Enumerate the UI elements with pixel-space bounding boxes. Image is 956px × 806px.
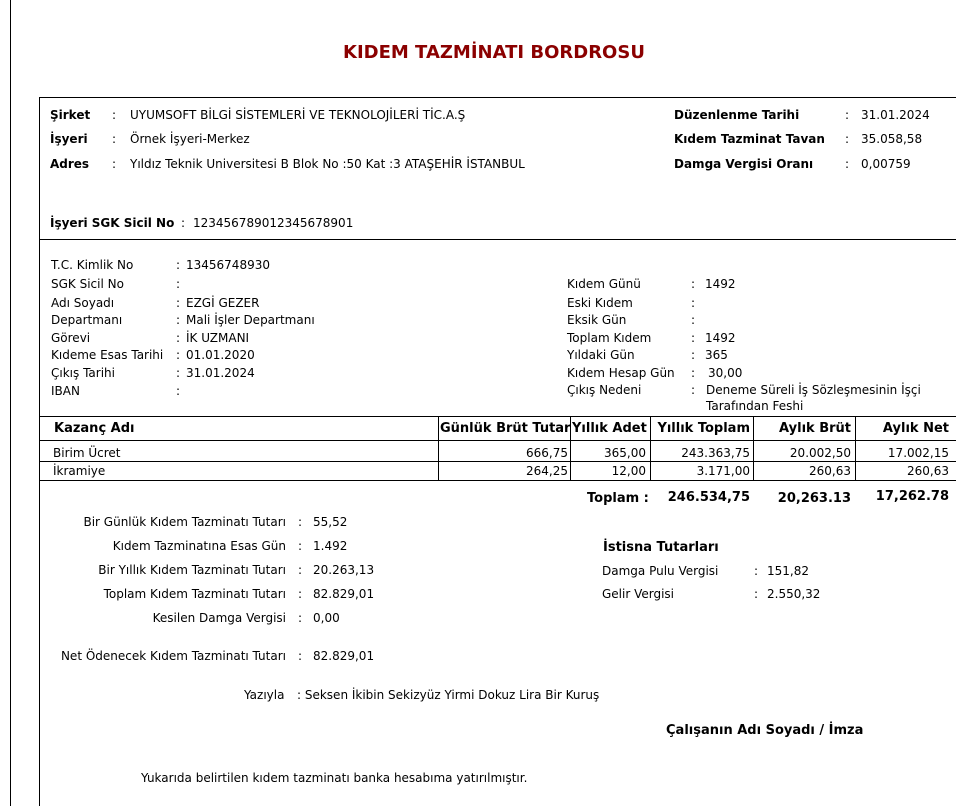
total-monthly-net: 17,262.78 (875, 489, 949, 504)
col-header-monthly-net: Aylık Net (882, 421, 949, 436)
days-in-year-sep: : (691, 348, 696, 362)
exempt-income-value: 2.550,32 (767, 587, 821, 601)
row-yearly: 243.363,75 (681, 446, 750, 460)
sgk-sep: : (176, 277, 181, 291)
position-value: İK UZMANI (186, 331, 250, 345)
total-seniority-value: 1492 (705, 331, 736, 345)
daily-amount-label: Bir Günlük Kıdem Tazminatı Tutarı (83, 515, 286, 529)
net-amount-sep: : (298, 649, 303, 663)
total-monthly-gross: 20,263.13 (777, 491, 851, 506)
row-daily: 666,75 (526, 446, 568, 460)
col-header-count: Yıllık Adet (572, 421, 647, 436)
workplace-sep: : (112, 132, 117, 146)
seniority-days-value: 1492 (705, 277, 736, 291)
sgk-workplace-value: 12345678901234567890​1 (193, 216, 354, 230)
stamp-rate-sep: : (845, 157, 850, 171)
missing-days-sep: : (691, 313, 696, 327)
position-sep: : (176, 331, 181, 345)
exit-date-label: Çıkış Tarihi (51, 366, 115, 380)
left-border (10, 0, 11, 806)
old-seniority-sep: : (691, 296, 696, 310)
signature-label: Çalışanın Adı Soyadı / İmza (666, 723, 864, 738)
exempt-income-sep: : (754, 587, 759, 601)
total-seniority-sep: : (691, 331, 696, 345)
company-bottom-rule (39, 239, 956, 240)
table-col-divider (438, 416, 439, 480)
row-monthly-net: 17.002,15 (887, 446, 949, 460)
address-label: Adres (50, 157, 90, 171)
base-date-sep: : (176, 348, 181, 362)
position-label: Görevi (51, 331, 91, 345)
stamp-tax-sep: : (298, 611, 303, 625)
table-row1-rule (39, 461, 956, 462)
row-count: 12,00 (611, 464, 646, 478)
base-date-value: 01.01.2020 (186, 348, 255, 362)
exit-reason-line1: Deneme Süreli İş Sözleşmesinin İşçi (706, 383, 921, 397)
row-yearly: 3.171,00 (696, 464, 750, 478)
total-yearly: 246.534,75 (667, 490, 750, 505)
exemptions-title: İstisna Tutarları (603, 540, 719, 555)
col-header-daily: Günlük Brüt Tutar (440, 421, 571, 436)
footer-note: Yukarıda belirtilen kıdem tazminatı banka hesabıma yatırılmıştır. (141, 771, 528, 785)
name-value: EZGİ GEZER (186, 296, 260, 310)
daily-amount-value: 55,52 (313, 515, 348, 529)
exempt-stamp-label: Damga Pulu Vergisi (602, 564, 719, 578)
department-sep: : (176, 313, 181, 327)
header-top-rule (39, 97, 956, 98)
daily-amount-sep: : (298, 515, 303, 529)
sgk-workplace-label: İşyeri SGK Sicil No (50, 216, 175, 230)
row-daily: 264,25 (526, 464, 568, 478)
calc-days-value: 30,00 (708, 366, 743, 380)
col-header-name: Kazanç Adı (54, 421, 135, 436)
issue-date-label: Düzenlenme Tarihi (674, 108, 800, 122)
in-words-label: Yazıyla (244, 688, 285, 702)
col-header-yearly: Yıllık Toplam (657, 421, 750, 436)
company-sep: : (112, 108, 117, 122)
yearly-amount-value: 20.263,13 (313, 563, 375, 577)
calc-days-sep: : (691, 366, 696, 380)
stamp-rate-value: 0,00759 (861, 157, 911, 171)
base-date-label: Kıdeme Esas Tarihi (51, 348, 164, 362)
name-sep: : (176, 296, 181, 310)
exempt-stamp-value: 151,82 (767, 564, 809, 578)
days-in-year-value: 365 (705, 348, 728, 362)
row-monthly-gross: 20.002,50 (789, 446, 851, 460)
col-header-monthly-gross: Aylık Brüt (779, 421, 851, 436)
seniority-days-label: Kıdem Günü (567, 277, 641, 291)
table-col-divider (650, 416, 651, 480)
department-label: Departmanı (51, 313, 123, 327)
iban-label: IBAN (51, 384, 80, 398)
total-amount-value: 82.829,01 (313, 587, 375, 601)
row-monthly-net: 260,63 (907, 464, 949, 478)
ceiling-sep: : (845, 132, 850, 146)
row-name: Birim Ücret (53, 446, 121, 460)
address-value: Yıldız Teknik Universitesi B Blok No :50 Kat :3 ATAŞEHİR İSTANBUL (130, 157, 525, 171)
department-value: Mali İşler Departmanı (186, 313, 315, 327)
iban-sep: : (176, 384, 181, 398)
exempt-income-label: Gelir Vergisi (602, 587, 675, 601)
base-days-label: Kıdem Tazminatına Esas Gün (112, 539, 286, 553)
stamp-tax-label: Kesilen Damga Vergisi (152, 611, 286, 625)
total-amount-sep: : (298, 587, 303, 601)
missing-days-label: Eksik Gün (567, 313, 627, 327)
exit-date-value: 31.01.2024 (186, 366, 255, 380)
sgk-workplace-sep: : (181, 216, 186, 230)
row-monthly-gross: 260,63 (809, 464, 851, 478)
tc-value: 13456748930 (186, 258, 270, 272)
inner-left-border (39, 97, 40, 806)
net-amount-value: 82.829,01 (313, 649, 375, 663)
sgk-label: SGK Sicil No (51, 277, 124, 291)
table-header-rule (39, 440, 956, 441)
exit-date-sep: : (176, 366, 181, 380)
row-count: 365,00 (604, 446, 646, 460)
yearly-amount-label: Bir Yıllık Kıdem Tazminatı Tutarı (98, 563, 286, 577)
base-days-sep: : (298, 539, 303, 553)
exit-reason-label: Çıkış Nedeni (567, 383, 642, 397)
yearly-amount-sep: : (298, 563, 303, 577)
issue-date-sep: : (845, 108, 850, 122)
seniority-days-sep: : (691, 277, 696, 291)
stamp-tax-value: 0,00 (313, 611, 340, 625)
page-title: KIDEM TAZMİNATI BORDROSU (343, 42, 645, 63)
exit-reason-line2: Tarafından Feshi (706, 399, 804, 413)
net-amount-label: Net Ödenecek Kıdem Tazminatı Tutarı (60, 649, 286, 663)
issue-date-value: 31.01.2024 (861, 108, 930, 122)
tc-label: T.C. Kimlik No (51, 258, 134, 272)
table-col-divider (855, 416, 856, 480)
in-words-value: : Seksen İkibin Sekizyüz Yirmi Dokuz Lira Bir Kuruş (297, 688, 600, 702)
table-top-rule (39, 416, 956, 417)
company-value: UYUMSOFT BİLGİ SİSTEMLERİ VE TEKNOLOJİLERİ TİC.A.Ş (130, 108, 466, 122)
total-seniority-label: Toplam Kıdem (567, 331, 652, 345)
calc-days-label: Kıdem Hesap Gün (567, 366, 675, 380)
table-col-divider (570, 416, 571, 480)
ceiling-label: Kıdem Tazminat Tavan (674, 132, 825, 146)
name-label: Adı Soyadı (51, 296, 115, 310)
total-amount-label: Toplam Kıdem Tazminatı Tutarı (103, 587, 286, 601)
exempt-stamp-sep: : (754, 564, 759, 578)
tc-sep: : (176, 258, 181, 272)
company-label: Şirket (50, 108, 91, 122)
row-name: İkramiye (53, 464, 106, 478)
base-days-value: 1.492 (313, 539, 348, 553)
old-seniority-label: Eski Kıdem (567, 296, 633, 310)
table-row2-rule (39, 480, 956, 481)
address-sep: : (112, 157, 117, 171)
workplace-value: Örnek İşyeri-Merkez (130, 132, 250, 146)
total-label: Toplam : (587, 491, 649, 506)
workplace-label: İşyeri (50, 132, 88, 146)
ceiling-value: 35.058,58 (861, 132, 923, 146)
days-in-year-label: Yıldaki Gün (567, 348, 635, 362)
stamp-rate-label: Damga Vergisi Oranı (674, 157, 814, 171)
exit-reason-sep: : (691, 383, 696, 397)
table-col-divider (753, 416, 754, 480)
